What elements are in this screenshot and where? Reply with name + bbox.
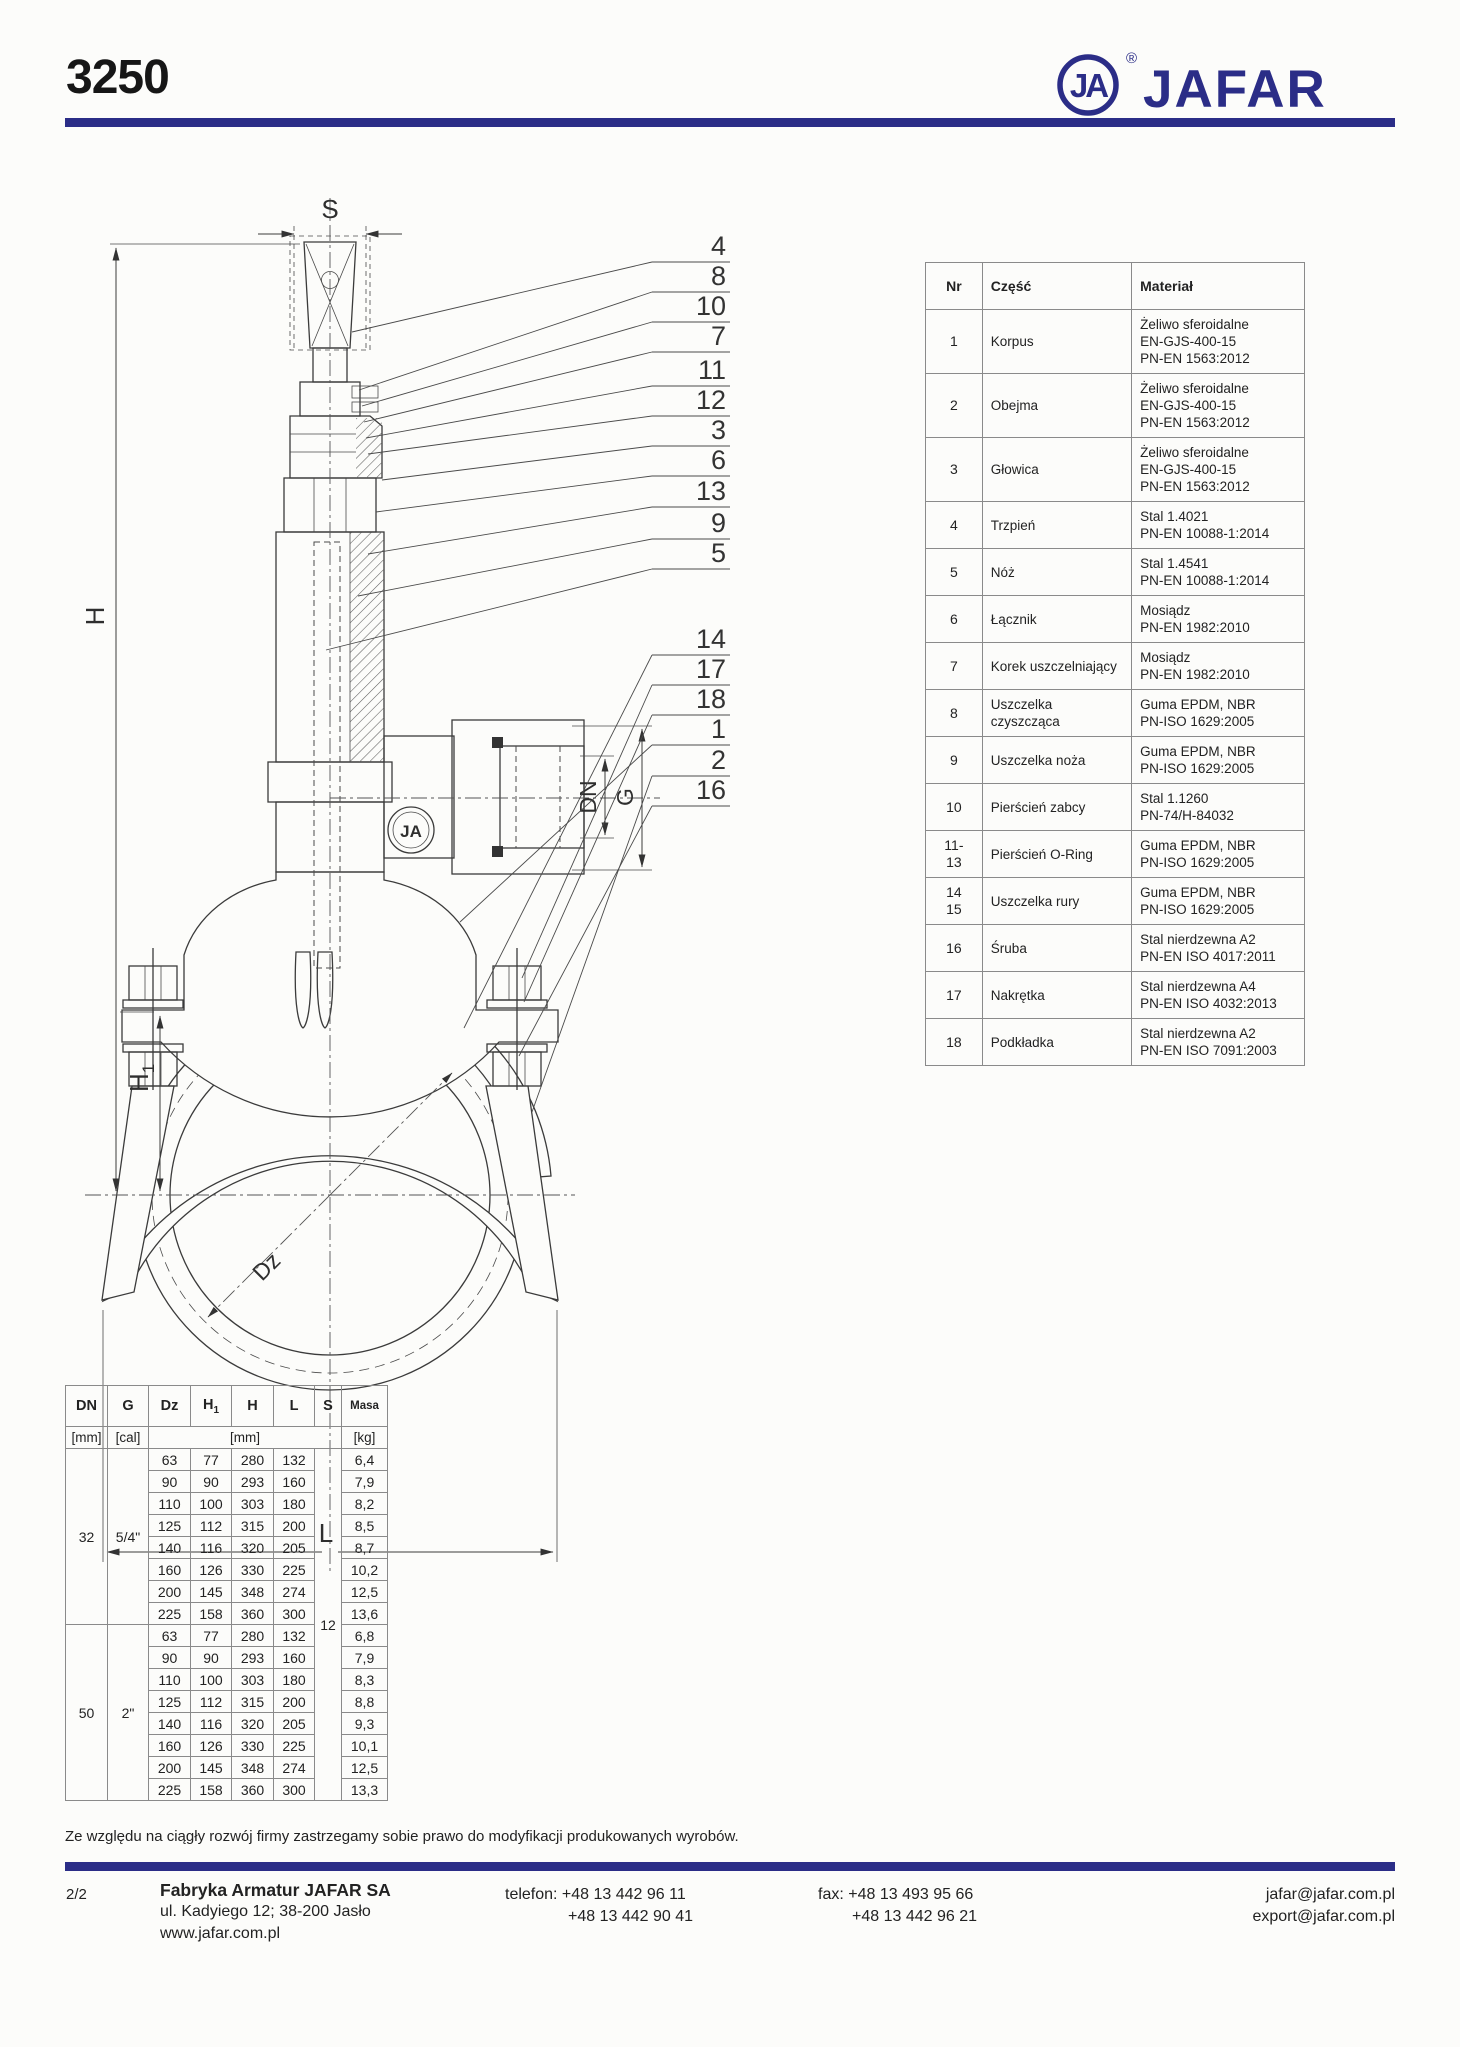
o-ring-top bbox=[492, 737, 503, 748]
part-name: Nakrętka bbox=[982, 972, 1131, 1019]
dims-value: 160 bbox=[149, 1735, 191, 1757]
callout-leader bbox=[376, 476, 652, 512]
part-nr: 2 bbox=[926, 374, 983, 438]
email-block bbox=[1115, 1884, 1395, 1928]
dims-value: 110 bbox=[149, 1493, 191, 1515]
dims-masa: 10,1 bbox=[342, 1735, 388, 1757]
page-number: 2/2 bbox=[66, 1886, 87, 1903]
dims-row bbox=[66, 1449, 388, 1471]
dim-dz-label: Dz bbox=[247, 1247, 286, 1286]
fax-block bbox=[818, 1884, 977, 1928]
dims-value: 125 bbox=[149, 1691, 191, 1713]
part-material: Żeliwo sferoidalne EN-GJS-400-15 PN-EN 1563:2012 bbox=[1132, 374, 1305, 438]
part-nr: 14 15 bbox=[926, 878, 983, 925]
part-nr: 7 bbox=[926, 643, 983, 690]
dims-value: 158 bbox=[191, 1603, 232, 1625]
dims-value: 225 bbox=[274, 1735, 315, 1757]
dims-value: 320 bbox=[232, 1713, 274, 1735]
dims-masa: 6,8 bbox=[342, 1625, 388, 1647]
dims-unit: [mm] bbox=[66, 1427, 108, 1449]
dims-header: Dz bbox=[149, 1386, 191, 1427]
callout-number: 1 bbox=[710, 714, 726, 744]
callout-number: 14 bbox=[695, 624, 726, 654]
logo-brand: JAFAR bbox=[1143, 60, 1327, 118]
dims-value: 77 bbox=[191, 1449, 232, 1471]
callout-leader bbox=[524, 715, 652, 1002]
part-material: Mosiądz PN-EN 1982:2010 bbox=[1132, 596, 1305, 643]
dims-masa: 12,5 bbox=[342, 1581, 388, 1603]
dims-masa: 6,4 bbox=[342, 1449, 388, 1471]
part-name: Pierścień O-Ring bbox=[982, 831, 1131, 878]
parts-row bbox=[926, 438, 1305, 502]
callout-leader bbox=[460, 745, 652, 922]
part-name: Uszczelka czyszcząca bbox=[982, 690, 1131, 737]
part-material: Żeliwo sferoidalne EN-GJS-400-15 PN-EN 1563:2012 bbox=[1132, 310, 1305, 374]
part-material: Stal 1.4021 PN-EN 10088-1:2014 bbox=[1132, 502, 1305, 549]
dims-value: 205 bbox=[274, 1537, 315, 1559]
dims-value: 158 bbox=[191, 1779, 232, 1801]
part-name: Uszczelka noża bbox=[982, 737, 1131, 784]
callout-number: 12 bbox=[695, 385, 726, 415]
phone-block bbox=[505, 1884, 693, 1928]
dim-h-label: H bbox=[80, 606, 110, 626]
parts-row bbox=[926, 374, 1305, 438]
dims-value: 140 bbox=[149, 1713, 191, 1735]
dim-s-label: S bbox=[321, 194, 339, 224]
dims-value: 315 bbox=[232, 1691, 274, 1713]
dims-masa: 10,2 bbox=[342, 1559, 388, 1581]
callout-leader bbox=[364, 352, 652, 422]
part-name: Nóż bbox=[982, 549, 1131, 596]
parts-row bbox=[926, 737, 1305, 784]
part-material: Stal nierdzewna A2 PN-EN ISO 4017:2011 bbox=[1132, 925, 1305, 972]
dims-value: 100 bbox=[191, 1669, 232, 1691]
part-nr: 16 bbox=[926, 925, 983, 972]
dim-h1-sub: 1 bbox=[139, 1063, 158, 1074]
callout-number: 13 bbox=[695, 476, 726, 506]
part-nr: 11- 13 bbox=[926, 831, 983, 878]
dims-value: 63 bbox=[149, 1625, 191, 1647]
dims-value: 125 bbox=[149, 1515, 191, 1537]
dims-value: 100 bbox=[191, 1493, 232, 1515]
parts-row bbox=[926, 549, 1305, 596]
dims-value: 132 bbox=[274, 1449, 315, 1471]
dims-masa: 8,7 bbox=[342, 1537, 388, 1559]
part-material: Stal 1.1260 PN-74/H-84032 bbox=[1132, 784, 1305, 831]
dims-masa: 9,3 bbox=[342, 1713, 388, 1735]
footer-rule bbox=[65, 1862, 1395, 1871]
phone-line-2: +48 13 442 90 41 bbox=[568, 1908, 694, 1925]
dims-value: 116 bbox=[191, 1713, 232, 1735]
company-block bbox=[160, 1879, 391, 1945]
parts-table-body bbox=[926, 310, 1305, 1066]
callout-number: 9 bbox=[710, 508, 726, 538]
callout-leader bbox=[352, 262, 652, 332]
dims-value: 225 bbox=[149, 1603, 191, 1625]
dimensions-table bbox=[65, 1385, 388, 1801]
header-rule bbox=[65, 118, 1395, 127]
parts-header-part: Część bbox=[982, 263, 1131, 310]
part-name: Trzpień bbox=[982, 502, 1131, 549]
part-nr: 5 bbox=[926, 549, 983, 596]
parts-row bbox=[926, 878, 1305, 925]
dims-header: $H_1$ bbox=[191, 1386, 232, 1427]
parts-row bbox=[926, 831, 1305, 878]
dims-value: 315 bbox=[232, 1515, 274, 1537]
part-name: Obejma bbox=[982, 374, 1131, 438]
dims-value: 360 bbox=[232, 1779, 274, 1801]
callout-leader bbox=[359, 292, 652, 390]
dims-header: H bbox=[232, 1386, 274, 1427]
dims-value: 145 bbox=[191, 1581, 232, 1603]
callout-number: 8 bbox=[710, 261, 726, 291]
dim-g-label: G bbox=[612, 788, 638, 806]
o-ring-bottom bbox=[492, 846, 503, 857]
dims-unit: [kg] bbox=[342, 1427, 388, 1449]
dims-value: 116 bbox=[191, 1537, 232, 1559]
dims-value: 110 bbox=[149, 1669, 191, 1691]
dims-unit: [cal] bbox=[108, 1427, 149, 1449]
dims-s: 12 bbox=[315, 1449, 342, 1801]
dims-value: 126 bbox=[191, 1559, 232, 1581]
parts-table bbox=[925, 262, 1305, 1066]
callout-number: 11 bbox=[697, 355, 726, 385]
part-material: Stal nierdzewna A2 PN-EN ISO 7091:2003 bbox=[1132, 1019, 1305, 1066]
dims-value: 180 bbox=[274, 1669, 315, 1691]
part-nr: 9 bbox=[926, 737, 983, 784]
dims-unit: [mm] bbox=[149, 1427, 342, 1449]
part-name: Pierścień zabcy bbox=[982, 784, 1131, 831]
dims-value: 300 bbox=[274, 1779, 315, 1801]
dims-header-row bbox=[66, 1386, 388, 1427]
dims-value: 200 bbox=[274, 1515, 315, 1537]
callout-leader bbox=[464, 655, 652, 1028]
dims-head bbox=[66, 1386, 388, 1449]
parts-header-material: Materiał bbox=[1132, 263, 1305, 310]
jafar-logo bbox=[1050, 44, 1395, 118]
part-name: Uszczelka rury bbox=[982, 878, 1131, 925]
dims-body bbox=[66, 1449, 388, 1801]
callout-number: 6 bbox=[710, 445, 726, 475]
dims-value: 300 bbox=[274, 1603, 315, 1625]
dims-value: 126 bbox=[191, 1735, 232, 1757]
part-name: Podkładka bbox=[982, 1019, 1131, 1066]
fax-line-1: fax: +48 13 493 95 66 bbox=[818, 1886, 974, 1903]
body-emblem-text: JA bbox=[400, 822, 422, 841]
part-material: Stal 1.4541 PN-EN 10088-1:2014 bbox=[1132, 549, 1305, 596]
callout-leader bbox=[358, 539, 652, 596]
dims-value: 90 bbox=[149, 1647, 191, 1669]
dims-value: 330 bbox=[232, 1559, 274, 1581]
dim-dn-label: DN bbox=[575, 780, 601, 814]
part-name: Korpus bbox=[982, 310, 1131, 374]
dims-value: 90 bbox=[149, 1471, 191, 1493]
dims-value: 293 bbox=[232, 1471, 274, 1493]
dims-value: 320 bbox=[232, 1537, 274, 1559]
part-nr: 17 bbox=[926, 972, 983, 1019]
dims-masa: 7,9 bbox=[342, 1471, 388, 1493]
dims-dn: 32 bbox=[66, 1449, 108, 1625]
disclaimer-text: Ze względu na ciągły rozwój firmy zastrzegamy sobie prawo do modyfikacji produkowanych wyrobów. bbox=[65, 1828, 739, 1845]
dims-value: 200 bbox=[149, 1581, 191, 1603]
dims-value: 330 bbox=[232, 1735, 274, 1757]
dims-value: 348 bbox=[232, 1581, 274, 1603]
part-nr: 8 bbox=[926, 690, 983, 737]
callout-number: 16 bbox=[695, 775, 726, 805]
part-material: Guma EPDM, NBR PN-ISO 1629:2005 bbox=[1132, 690, 1305, 737]
part-nr: 3 bbox=[926, 438, 983, 502]
dim-l-label: L bbox=[318, 1518, 334, 1548]
dims-value: 160 bbox=[274, 1471, 315, 1493]
dims-header: DN bbox=[66, 1386, 108, 1427]
parts-row bbox=[926, 502, 1305, 549]
dims-header: Masa bbox=[342, 1386, 388, 1427]
dims-value: 303 bbox=[232, 1493, 274, 1515]
dims-value: 360 bbox=[232, 1603, 274, 1625]
callout-number: 4 bbox=[710, 231, 726, 261]
part-material: Guma EPDM, NBR PN-ISO 1629:2005 bbox=[1132, 878, 1305, 925]
callout-leader bbox=[382, 446, 652, 480]
part-name: Łącznik bbox=[982, 596, 1131, 643]
parts-row bbox=[926, 1019, 1305, 1066]
dims-value: 225 bbox=[274, 1559, 315, 1581]
dims-dn: 50 bbox=[66, 1625, 108, 1801]
part-material: Mosiądz PN-EN 1982:2010 bbox=[1132, 643, 1305, 690]
phone-line-1: telefon: +48 13 442 96 11 bbox=[505, 1886, 686, 1903]
dims-value: 112 bbox=[191, 1515, 232, 1537]
logo-monogram: JA bbox=[1069, 67, 1107, 104]
dims-value: 180 bbox=[274, 1493, 315, 1515]
part-material: Guma EPDM, NBR PN-ISO 1629:2005 bbox=[1132, 737, 1305, 784]
dims-value: 274 bbox=[274, 1581, 315, 1603]
dims-masa: 13,3 bbox=[342, 1779, 388, 1801]
parts-row bbox=[926, 643, 1305, 690]
dims-value: 200 bbox=[149, 1757, 191, 1779]
parts-row bbox=[926, 925, 1305, 972]
dims-value: 160 bbox=[274, 1647, 315, 1669]
dims-value: 145 bbox=[191, 1757, 232, 1779]
dims-masa: 8,5 bbox=[342, 1515, 388, 1537]
callout-number: 7 bbox=[710, 321, 726, 351]
parts-row bbox=[926, 690, 1305, 737]
callout-leader bbox=[368, 416, 652, 454]
part-name: Korek uszczelniający bbox=[982, 643, 1131, 690]
part-nr: 18 bbox=[926, 1019, 983, 1066]
dims-masa: 8,8 bbox=[342, 1691, 388, 1713]
parts-row bbox=[926, 310, 1305, 374]
dims-header: S bbox=[315, 1386, 342, 1427]
dims-masa: 7,9 bbox=[342, 1647, 388, 1669]
dims-value: 225 bbox=[149, 1779, 191, 1801]
company-website[interactable]: www.jafar.com.pl bbox=[160, 1925, 281, 1942]
dims-value: 293 bbox=[232, 1647, 274, 1669]
parts-header-row bbox=[926, 263, 1305, 310]
callout-number: 10 bbox=[695, 291, 726, 321]
product-code: 3250 bbox=[66, 51, 169, 104]
email-export[interactable]: export@jafar.com.pl bbox=[1252, 1908, 1395, 1925]
parts-row bbox=[926, 972, 1305, 1019]
part-nr: 10 bbox=[926, 784, 983, 831]
dims-masa: 8,2 bbox=[342, 1493, 388, 1515]
parts-row bbox=[926, 784, 1305, 831]
dims-value: 140 bbox=[149, 1537, 191, 1559]
dims-value: 303 bbox=[232, 1669, 274, 1691]
part-name: Śruba bbox=[982, 925, 1131, 972]
dim-h1-label: H bbox=[124, 1073, 154, 1092]
dims-header: G bbox=[108, 1386, 149, 1427]
registered-icon: ® bbox=[1126, 50, 1138, 67]
dims-value: 348 bbox=[232, 1757, 274, 1779]
dims-units-row bbox=[66, 1427, 388, 1449]
dims-masa: 8,3 bbox=[342, 1669, 388, 1691]
dims-value: 112 bbox=[191, 1691, 232, 1713]
callout-leader bbox=[519, 806, 652, 1056]
outlet-port bbox=[384, 720, 584, 874]
dims-masa: 13,6 bbox=[342, 1603, 388, 1625]
dims-g: 5/4" bbox=[108, 1449, 149, 1625]
callout-number: 18 bbox=[695, 684, 726, 714]
dims-g: 2" bbox=[108, 1625, 149, 1801]
part-material: Stal nierdzewna A4 PN-EN ISO 4032:2013 bbox=[1132, 972, 1305, 1019]
callout-number: 2 bbox=[710, 745, 726, 775]
part-nr: 1 bbox=[926, 310, 983, 374]
dims-masa: 12,5 bbox=[342, 1757, 388, 1779]
dims-value: 205 bbox=[274, 1713, 315, 1735]
dims-value: 90 bbox=[191, 1647, 232, 1669]
dims-value: 90 bbox=[191, 1471, 232, 1493]
part-nr: 4 bbox=[926, 502, 983, 549]
parts-header-nr: Nr bbox=[926, 263, 983, 310]
dim-s bbox=[258, 194, 402, 348]
parts-row bbox=[926, 596, 1305, 643]
part-material: Żeliwo sferoidalne EN-GJS-400-15 PN-EN 1563:2012 bbox=[1132, 438, 1305, 502]
dims-value: 280 bbox=[232, 1449, 274, 1471]
dims-value: 132 bbox=[274, 1625, 315, 1647]
company-name: Fabryka Armatur JAFAR SA bbox=[160, 1880, 391, 1900]
email-primary[interactable]: jafar@jafar.com.pl bbox=[1265, 1886, 1395, 1903]
dims-value: 274 bbox=[274, 1757, 315, 1779]
dims-value: 63 bbox=[149, 1449, 191, 1471]
part-material: Guma EPDM, NBR PN-ISO 1629:2005 bbox=[1132, 831, 1305, 878]
fax-line-2: +48 13 442 96 21 bbox=[852, 1908, 978, 1925]
callout-number: 17 bbox=[695, 654, 726, 684]
dims-header: L bbox=[274, 1386, 315, 1427]
dims-value: 160 bbox=[149, 1559, 191, 1581]
dims-value: 77 bbox=[191, 1625, 232, 1647]
callout-leader bbox=[362, 322, 652, 406]
part-nr: 6 bbox=[926, 596, 983, 643]
company-address: ul. Kadyiego 12; 38-200 Jasło bbox=[160, 1903, 371, 1920]
callout-number: 3 bbox=[710, 415, 726, 445]
part-name: Głowica bbox=[982, 438, 1131, 502]
callout-leader bbox=[366, 386, 652, 438]
callout-number: 5 bbox=[710, 538, 726, 568]
body-emblem bbox=[388, 807, 434, 853]
dims-value: 280 bbox=[232, 1625, 274, 1647]
dims-value: 200 bbox=[274, 1691, 315, 1713]
